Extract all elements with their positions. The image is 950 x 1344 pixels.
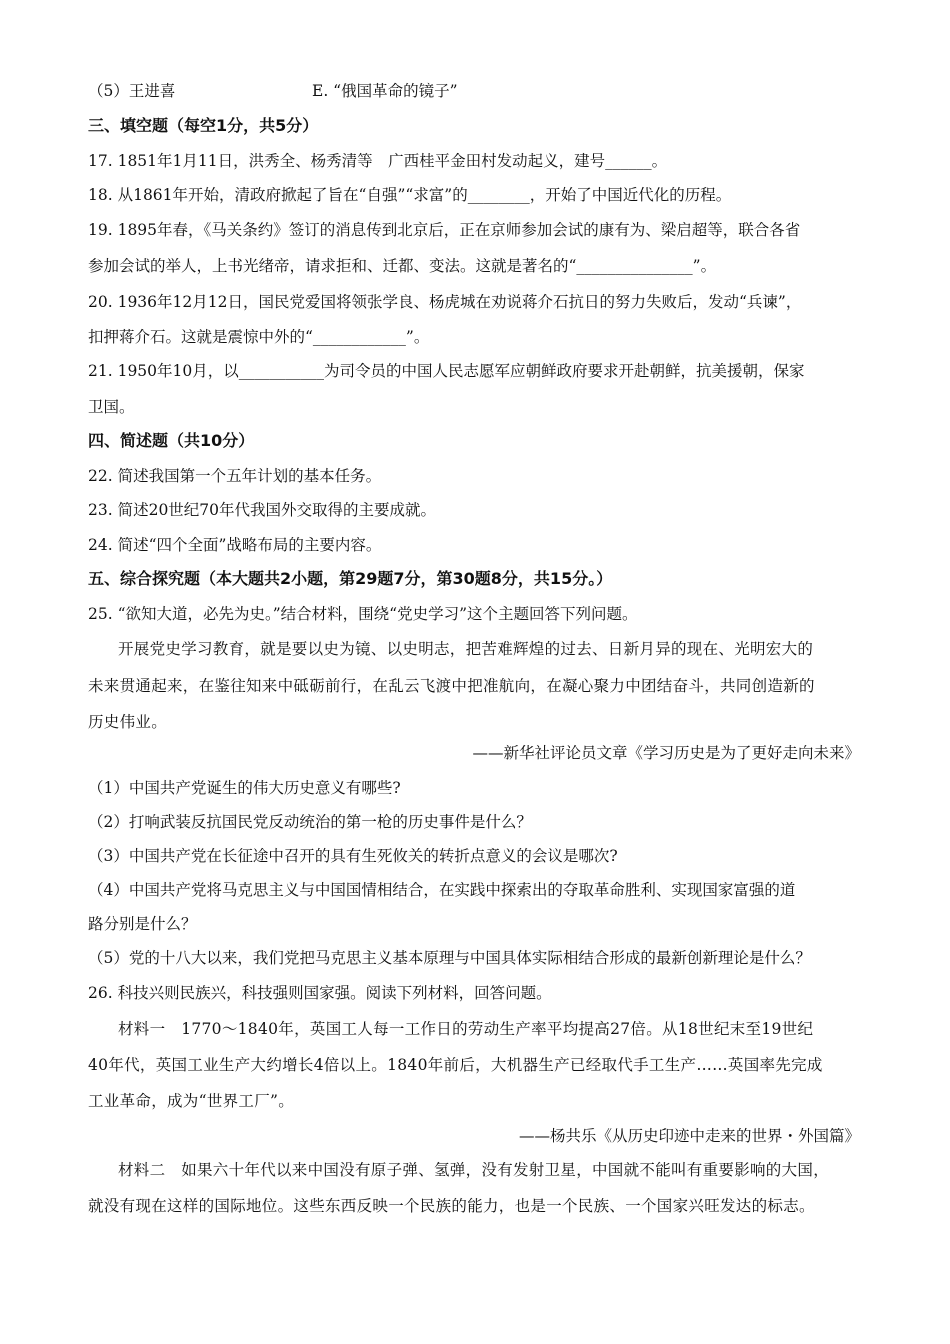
- question-25-material-line-3: 历史伟业。: [88, 713, 168, 731]
- question-19-line-1: 19. 1895年春，《马关条约》签订的消息传到北京后，正在京师参加会试的康有为、梁启超等，联合各省: [88, 221, 801, 239]
- question-25-source: ——新华社评论员文章《学习历史是为了更好走向未来》: [472, 744, 860, 762]
- question-25-sub-1: （1）中国共产党诞生的伟大历史意义有哪些?: [88, 779, 401, 797]
- question-21-line-1: 21. 1950年10月，以___________为司令员的中国人民志愿军应朝鲜政府要求开赴朝鲜，抗美援朝，保家: [88, 362, 805, 380]
- question-26-material-2-line-1: 材料二 如果六十年代以来中国没有原子弹、氢弹，没有发射卫星，中国就不能叫有重要影响的大国，: [118, 1161, 830, 1179]
- question-20-line-2: 扣押蒋介石。这就是震惊中外的“____________”。: [88, 328, 430, 346]
- question-22: 22. 简述我国第一个五年计划的基本任务。: [88, 467, 382, 485]
- section-4-heading: 四、简述题（共10分）: [88, 431, 255, 450]
- question-17: 17. 1851年1月11日，洪秀全、杨秀清等 广西桂平金田村发动起义，建号______。: [88, 152, 668, 170]
- question-25-sub-2: （2）打响武装反抗国民党反动统治的第一枪的历史事件是什么？: [88, 813, 532, 831]
- question-21-line-2: 卫国。: [88, 398, 135, 416]
- question-26-material-1-line-2: 40年代，英国工业生产大约增长4倍以上。1840年前后，大机器生产已经取代手工生产……英国率先完成: [88, 1056, 823, 1074]
- question-26-material-1-source: ——杨共乐《从历史印迹中走来的世界・外国篇》: [518, 1127, 860, 1145]
- question-18: 18. 从1861年开始，清政府掀起了旨在“自强”“求富”的________，开始了中国近代化的历程。: [88, 186, 732, 204]
- question-20-line-1: 20. 1936年12月12日，国民党爱国将领张学良、杨虎城在劝说蒋介石抗日的努力失败后，发动“兵谏”，: [88, 293, 802, 311]
- question-25-material-line-2: 未来贯通起来，在鉴往知来中砥砺前行，在乱云飞渡中把准航向，在凝心聚力中团结奋斗，共同创造新的: [88, 677, 815, 695]
- question-25-sub-5: （5）党的十八大以来，我们党把马克思主义基本原理与中国具体实际相结合形成的最新创新理论是什么？: [88, 949, 811, 967]
- question-25-sub-4-line-1: （4）中国共产党将马克思主义与中国国情相结合，在实践中探索出的夺取革命胜利、实现国家富强的道: [88, 881, 796, 899]
- question-25-intro: 25. “欲知大道，必先为史。”结合材料，围绕“党史学习”这个主题回答下列问题。: [88, 605, 638, 623]
- question-26-material-2-line-2: 就没有现在这样的国际地位。这些东西反映一个民族的能力，也是一个民族、一个国家兴旺发达的标志。: [88, 1197, 815, 1215]
- section-3-heading: 三、填空题（每空1分，共5分）: [88, 116, 319, 135]
- question-19-line-2: 参加会试的举人，上书光绪帝，请求拒和、迁都、变法。这就是著名的“_______________”。: [88, 257, 717, 275]
- question-23: 23. 简述20世纪70年代我国外交取得的主要成就。: [88, 501, 437, 519]
- match-item-5-left: （5）王进喜: [88, 82, 176, 100]
- section-5-heading: 五、综合探究题（本大题共2小题，第29题7分，第30题8分，共15分。）: [88, 569, 613, 588]
- question-26-material-1-line-3: 工业革命，成为“世界工厂”。: [88, 1092, 295, 1110]
- question-26-material-1-line-1: 材料一 1770～1840年，英国工人每一工作日的劳动生产率平均提高27倍。从18世纪末至19世纪: [118, 1020, 814, 1038]
- match-item-e-right: E. “俄国革命的镜子”: [312, 82, 458, 100]
- question-24: 24. 简述“四个全面”战略布局的主要内容。: [88, 536, 382, 554]
- question-26-intro: 26. 科技兴则民族兴，科技强则国家强。阅读下列材料，回答问题。: [88, 984, 552, 1002]
- question-25-material-line-1: 开展党史学习教育，就是要以史为镜、以史明志，把苦难辉煌的过去、日新月异的现在、光明宏大的: [118, 640, 814, 658]
- question-25-sub-4-line-2: 路分别是什么？: [88, 915, 197, 933]
- question-25-sub-3: （3）中国共产党在长征途中召开的具有生死攸关的转折点意义的会议是哪次?: [88, 847, 618, 865]
